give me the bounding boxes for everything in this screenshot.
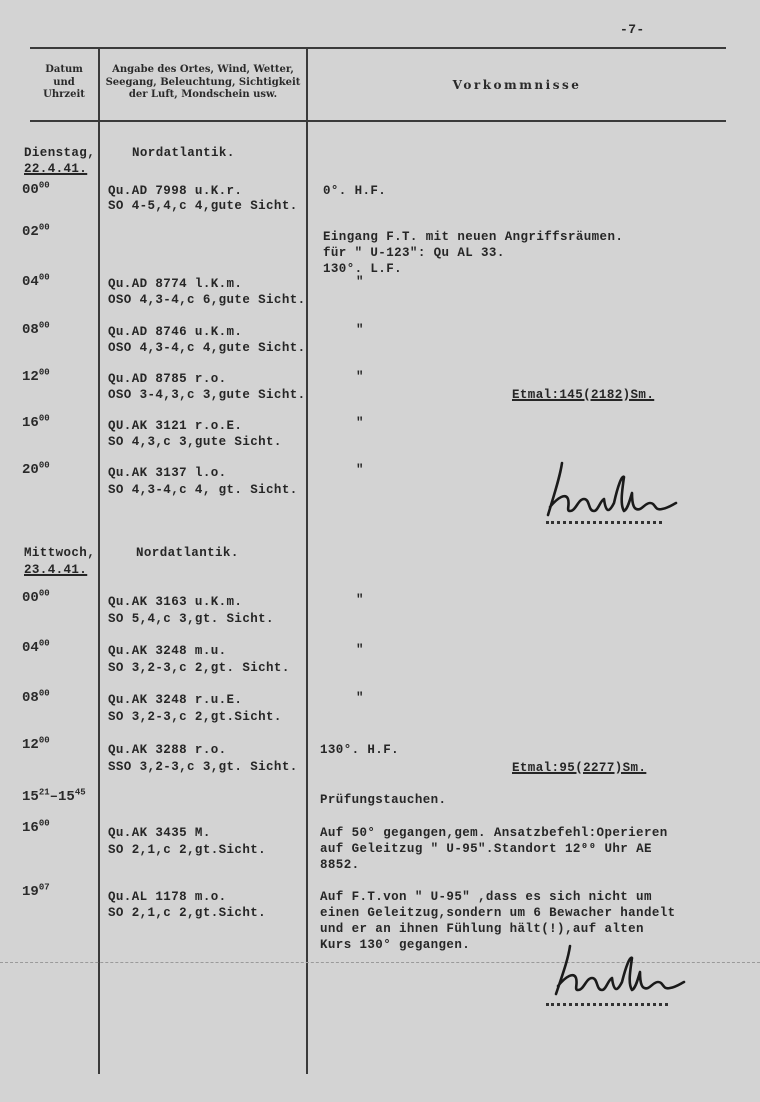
header-angabe bbox=[100, 64, 306, 102]
day-date: 23.4.41. bbox=[24, 563, 88, 577]
entry-position: QU.AK 3121 r.o.E. bbox=[108, 419, 243, 433]
entry-time: $04^{00}$ bbox=[22, 272, 50, 290]
entry-position: Qu.AD 8774 l.K.m. bbox=[108, 277, 243, 291]
entry-time: $08^{00}$ bbox=[22, 320, 50, 338]
ditto-mark: " bbox=[356, 463, 364, 477]
entry-position: Qu.AK 3435 M. bbox=[108, 826, 211, 840]
entry-weather: SO 2,1,c 2,gt.Sicht. bbox=[108, 906, 267, 920]
entry-remark: Auf F.T.von " U-95" ,dass es sich nicht um bbox=[320, 890, 652, 904]
entry-remark: und er an ihnen Fühlung hält(!),auf alten bbox=[320, 922, 644, 936]
entry-weather: SO 3,2-3,c 2,gt. Sicht. bbox=[108, 661, 290, 675]
header-datum bbox=[32, 64, 96, 102]
column-divider-2 bbox=[306, 49, 308, 1074]
entry-weather: OSO 4,3-4,c 6,gute Sicht. bbox=[108, 293, 306, 307]
entry-time: $02^{00}$ bbox=[22, 222, 50, 240]
entry-position: Qu.AK 3248 r.u.E. bbox=[108, 693, 243, 707]
day-date: 22.4.41. bbox=[24, 162, 88, 176]
etmal-total: Etmal:95(2277)Sm. bbox=[512, 761, 647, 775]
entry-position: Qu.AK 3163 u.K.m. bbox=[108, 595, 243, 609]
entry-time: $00^{00}$ bbox=[22, 588, 50, 606]
entry-remark: 130°. H.F. bbox=[320, 743, 400, 757]
entry-remark: auf Geleitzug " U-95".Standort 12⁰⁰ Uhr AE bbox=[320, 842, 652, 856]
header-angabe-line: Seegang, Beleuchtung, Sichtigkeit bbox=[105, 76, 301, 88]
handwritten-signature bbox=[548, 940, 688, 1005]
entry-weather: OSO 4,3-4,c 4,gute Sicht. bbox=[108, 341, 306, 355]
day-region: Nordatlantik. bbox=[136, 546, 239, 560]
entry-time: $20^{00}$ bbox=[22, 460, 50, 478]
day-label: Mittwoch, bbox=[24, 546, 96, 560]
entry-time: $08^{00}$ bbox=[22, 688, 50, 706]
ditto-mark: " bbox=[356, 593, 364, 607]
entry-weather: SO 3,2-3,c 2,gt.Sicht. bbox=[108, 710, 282, 724]
entry-position: Qu.AK 3288 r.o. bbox=[108, 743, 227, 757]
column-divider-1 bbox=[98, 49, 100, 1074]
entry-position: Qu.AD 8785 r.o. bbox=[108, 372, 227, 386]
header-angabe-line: der Luft, Mondschein usw. bbox=[128, 89, 278, 100]
entry-position: Qu.AK 3137 l.o. bbox=[108, 466, 227, 480]
entry-weather: SO 2,1,c 2,gt.Sicht. bbox=[108, 843, 267, 857]
entry-remark: einen Geleitzug,sondern um 6 Bewacher handelt bbox=[320, 906, 676, 920]
entry-remark: 130°. L.F. bbox=[323, 262, 403, 276]
signature-dotted-line bbox=[546, 521, 662, 524]
header-datum-line: Uhrzeit bbox=[43, 89, 85, 100]
ditto-mark: " bbox=[356, 691, 364, 705]
entry-weather: SO 4,3,c 3,gute Sicht. bbox=[108, 435, 282, 449]
entry-remark: Auf 50° gegangen,gem. Ansatzbefehl:Operieren bbox=[320, 826, 668, 840]
entry-weather: SO 5,4,c 3,gt. Sicht. bbox=[108, 612, 274, 626]
header-vorkommnisse: Vorkommnisse bbox=[452, 78, 582, 92]
header-bottom-rule bbox=[30, 120, 726, 122]
ditto-mark: " bbox=[356, 275, 364, 289]
day-label: Dienstag, bbox=[24, 146, 96, 160]
entry-time: $19^{07}$ bbox=[22, 882, 50, 900]
entry-remark: Eingang F.T. mit neuen Angriffsräumen. bbox=[323, 230, 624, 244]
entry-weather: SO 4,3-4,c 4, gt. Sicht. bbox=[108, 483, 298, 497]
entry-time: $00^{00}$ bbox=[22, 180, 50, 198]
entry-remark: Prüfungstauchen. bbox=[320, 793, 447, 807]
entry-remark: für " U-123": Qu AL 33. bbox=[323, 246, 505, 260]
signature-dotted-line bbox=[546, 1003, 668, 1006]
ditto-mark: " bbox=[356, 370, 364, 384]
entry-remark: Kurs 130° gegangen. bbox=[320, 938, 471, 952]
entry-time: $16^{00}$ bbox=[22, 413, 50, 431]
entry-position: Qu.AD 8746 u.K.m. bbox=[108, 325, 243, 339]
header-datum-line: Datum bbox=[45, 64, 83, 75]
entry-time: $16^{00}$ bbox=[22, 818, 50, 836]
day-region: Nordatlantik. bbox=[132, 146, 235, 160]
entry-time: $04^{00}$ bbox=[22, 638, 50, 656]
entry-remark: 8852. bbox=[320, 858, 360, 872]
header-datum-line: und bbox=[53, 76, 75, 88]
entry-weather: OSO 3-4,3,c 3,gute Sicht. bbox=[108, 388, 306, 402]
entry-position: Qu.AK 3248 m.u. bbox=[108, 644, 227, 658]
entry-time: $15^{21}-15^{45}$ bbox=[22, 787, 86, 805]
ditto-mark: " bbox=[356, 643, 364, 657]
page-number: -7- bbox=[620, 22, 645, 37]
entry-weather: SO 4-5,4,c 4,gute Sicht. bbox=[108, 199, 298, 213]
entry-weather: SSO 3,2-3,c 3,gt. Sicht. bbox=[108, 760, 298, 774]
ditto-mark: " bbox=[356, 323, 364, 337]
header-angabe-line: Angabe des Ortes, Wind, Wetter, bbox=[112, 64, 294, 75]
ditto-mark: " bbox=[356, 416, 364, 430]
entry-position: Qu.AL 1178 m.o. bbox=[108, 890, 227, 904]
entry-position: Qu.AD 7998 u.K.r. bbox=[108, 184, 243, 198]
handwritten-signature bbox=[540, 455, 680, 525]
entry-time: $12^{00}$ bbox=[22, 735, 50, 753]
entry-time: $12^{00}$ bbox=[22, 367, 50, 385]
etmal-total: Etmal:145(2182)Sm. bbox=[512, 388, 655, 402]
entry-remark: 0°. H.F. bbox=[323, 184, 387, 198]
header-top-rule bbox=[30, 47, 726, 49]
